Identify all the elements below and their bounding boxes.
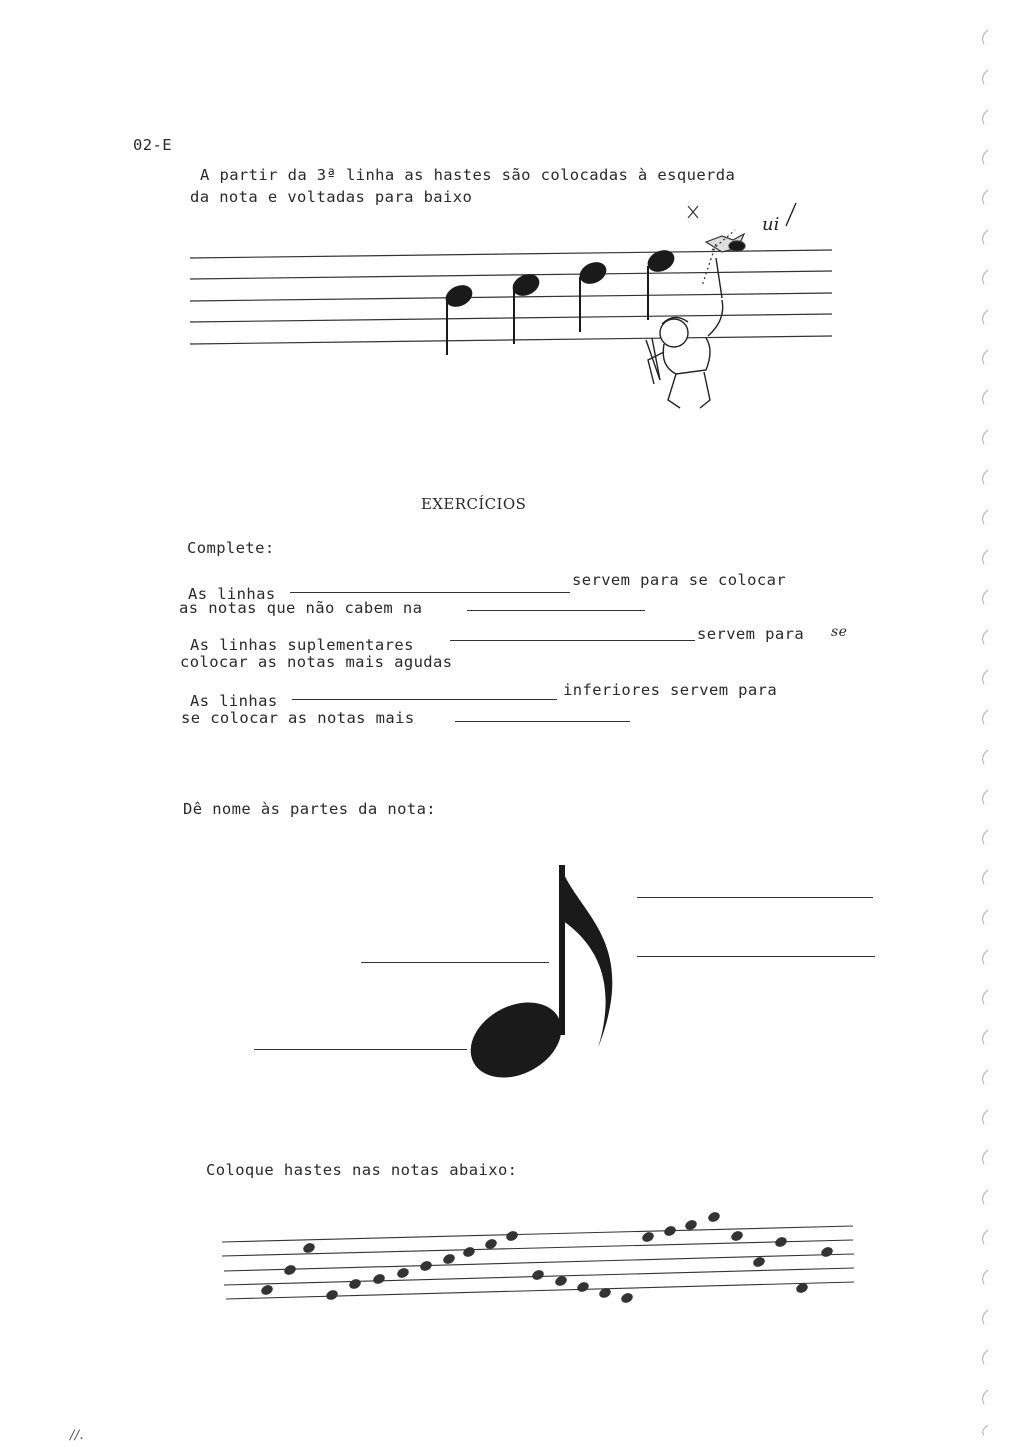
part-answer-flag[interactable]: [637, 897, 873, 898]
spiral-binding: [968, 20, 1008, 1440]
q2-start: As linhas suplementares: [190, 636, 414, 654]
part-answer-stem[interactable]: [637, 956, 875, 957]
corner-mark: //.: [70, 1428, 85, 1443]
q1-second-line: as notas que não cabem na: [179, 599, 423, 617]
note-2: [509, 270, 543, 344]
eighth-note: [458, 865, 613, 1093]
q3-blank-2[interactable]: [455, 721, 630, 722]
exercises-title: EXERCÍCIOS: [421, 495, 527, 513]
part-answer-left[interactable]: [361, 962, 549, 963]
q2-end-handwritten: se: [831, 624, 848, 640]
intro-line-2: da nota e voltadas para baixo: [190, 188, 473, 206]
part-answer-head[interactable]: [254, 1049, 467, 1050]
staff-lines: [190, 250, 832, 344]
staff-illustration: [0, 0, 1024, 440]
exclamation-text: ui: [762, 214, 780, 235]
q3-blank-1[interactable]: [292, 699, 557, 700]
intro-line-1: A partir da 3ª linha as hastes são colocadas à esquerda: [200, 166, 736, 184]
q1-end: servem para se colocar: [572, 571, 787, 589]
page-code: 02-E: [133, 136, 172, 154]
staff-lines-exercise: [222, 1226, 854, 1299]
cartoon-person: [646, 258, 723, 408]
q1-blank-2[interactable]: [467, 610, 645, 611]
note-parts-heading: Dê nome às partes da nota:: [183, 800, 437, 818]
q1-blank-1[interactable]: [290, 592, 570, 593]
q2-end: servem para: [697, 625, 805, 643]
q1-start: As linhas: [188, 585, 276, 603]
note-3: [576, 258, 610, 332]
q3-end: inferiores servem para: [563, 681, 778, 699]
complete-heading: Complete:: [187, 539, 275, 557]
q3-second-line: se colocar as notas mais: [181, 709, 415, 727]
q3-start: As linhas: [190, 692, 278, 710]
flying-note: [688, 206, 745, 286]
note-4: [644, 246, 678, 320]
q2-blank[interactable]: [450, 640, 695, 641]
stems-heading: Coloque hastes nas notas abaixo:: [206, 1161, 518, 1179]
exercise-noteheads: [260, 1210, 835, 1304]
q2-second-line: colocar as notas mais agudas: [180, 653, 453, 671]
